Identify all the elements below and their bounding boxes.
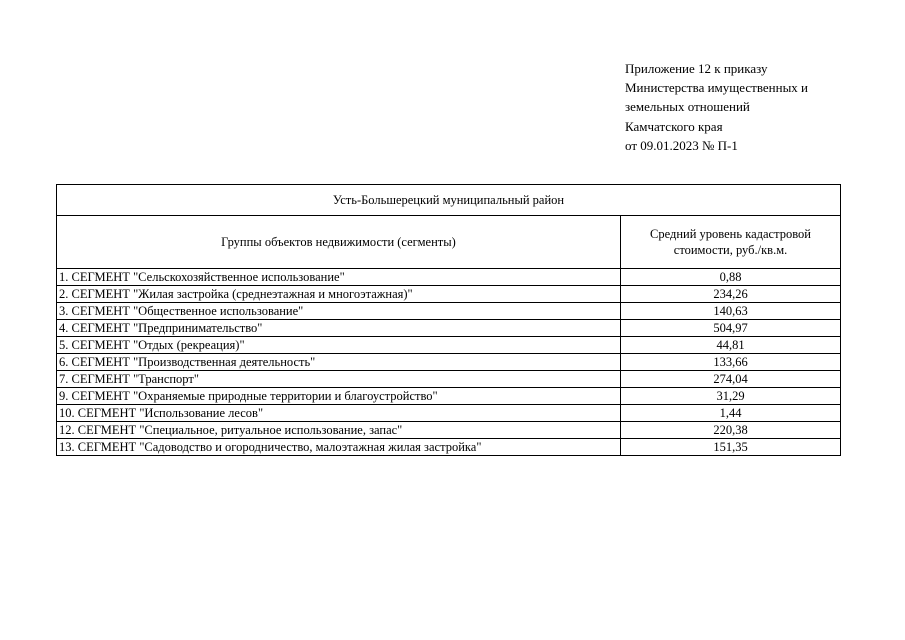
- district-row: [57, 185, 841, 216]
- segment-value: 140,63: [621, 303, 841, 320]
- table-row: [57, 269, 841, 286]
- cadastral-value-table: [56, 184, 841, 456]
- segment-value: 234,26: [621, 286, 841, 303]
- segment-name: 2. СЕГМЕНТ "Жилая застройка (среднеэтажная и многоэтажная)": [57, 286, 621, 303]
- district-title: Усть-Большерецкий муниципальный район: [57, 185, 841, 216]
- segment-value: 504,97: [621, 320, 841, 337]
- table-row: [57, 388, 841, 405]
- table-row: [57, 303, 841, 320]
- table-row: [57, 371, 841, 388]
- table-row: [57, 354, 841, 371]
- segment-name: 12. СЕГМЕНТ "Специальное, ритуальное использование, запас": [57, 422, 621, 439]
- table-row: [57, 422, 841, 439]
- segment-value: 274,04: [621, 371, 841, 388]
- column-header-row: [57, 216, 841, 269]
- segment-value: 151,35: [621, 439, 841, 456]
- segment-value: 220,38: [621, 422, 841, 439]
- column-header-groups: Группы объектов недвижимости (сегменты): [57, 216, 621, 269]
- table-row: [57, 405, 841, 422]
- appendix-header: [625, 59, 885, 155]
- segment-name: 3. СЕГМЕНТ "Общественное использование": [57, 303, 621, 320]
- segment-name: 7. СЕГМЕНТ "Транспорт": [57, 371, 621, 388]
- segment-value: 31,29: [621, 388, 841, 405]
- header-line-ministry: Министерства имущественных и: [625, 80, 809, 96]
- segment-value: 0,88: [621, 269, 841, 286]
- segment-name: 4. СЕГМЕНТ "Предпринимательство": [57, 320, 621, 337]
- header-line-appendix: Приложение 12 к приказу: [625, 61, 768, 76]
- segment-name: 6. СЕГМЕНТ "Производственная деятельность": [57, 354, 621, 371]
- table-row: [57, 286, 841, 303]
- segment-value: 1,44: [621, 405, 841, 422]
- header-line-region: Камчатского края: [625, 118, 723, 134]
- table-row: [57, 439, 841, 456]
- segment-name: 9. СЕГМЕНТ "Охраняемые природные территории и благоустройство": [57, 388, 621, 405]
- header-line-order-date: от 09.01.2023 № П-1: [625, 137, 738, 153]
- header-line-relations: земельных отношений: [625, 99, 750, 115]
- segment-name: 10. СЕГМЕНТ "Использование лесов": [57, 405, 621, 422]
- table-row: [57, 320, 841, 337]
- segment-name: 13. СЕГМЕНТ "Садоводство и огородничество, малоэтажная жилая застройка": [57, 439, 621, 456]
- table-row: [57, 337, 841, 354]
- column-header-value: Средний уровень кадастровой стоимости, руб./кв.м.: [621, 216, 841, 269]
- segment-name: 5. СЕГМЕНТ "Отдых (рекреация)": [57, 337, 621, 354]
- segment-value: 44,81: [621, 337, 841, 354]
- segment-name: 1. СЕГМЕНТ "Сельскохозяйственное использование": [57, 269, 621, 286]
- segment-value: 133,66: [621, 354, 841, 371]
